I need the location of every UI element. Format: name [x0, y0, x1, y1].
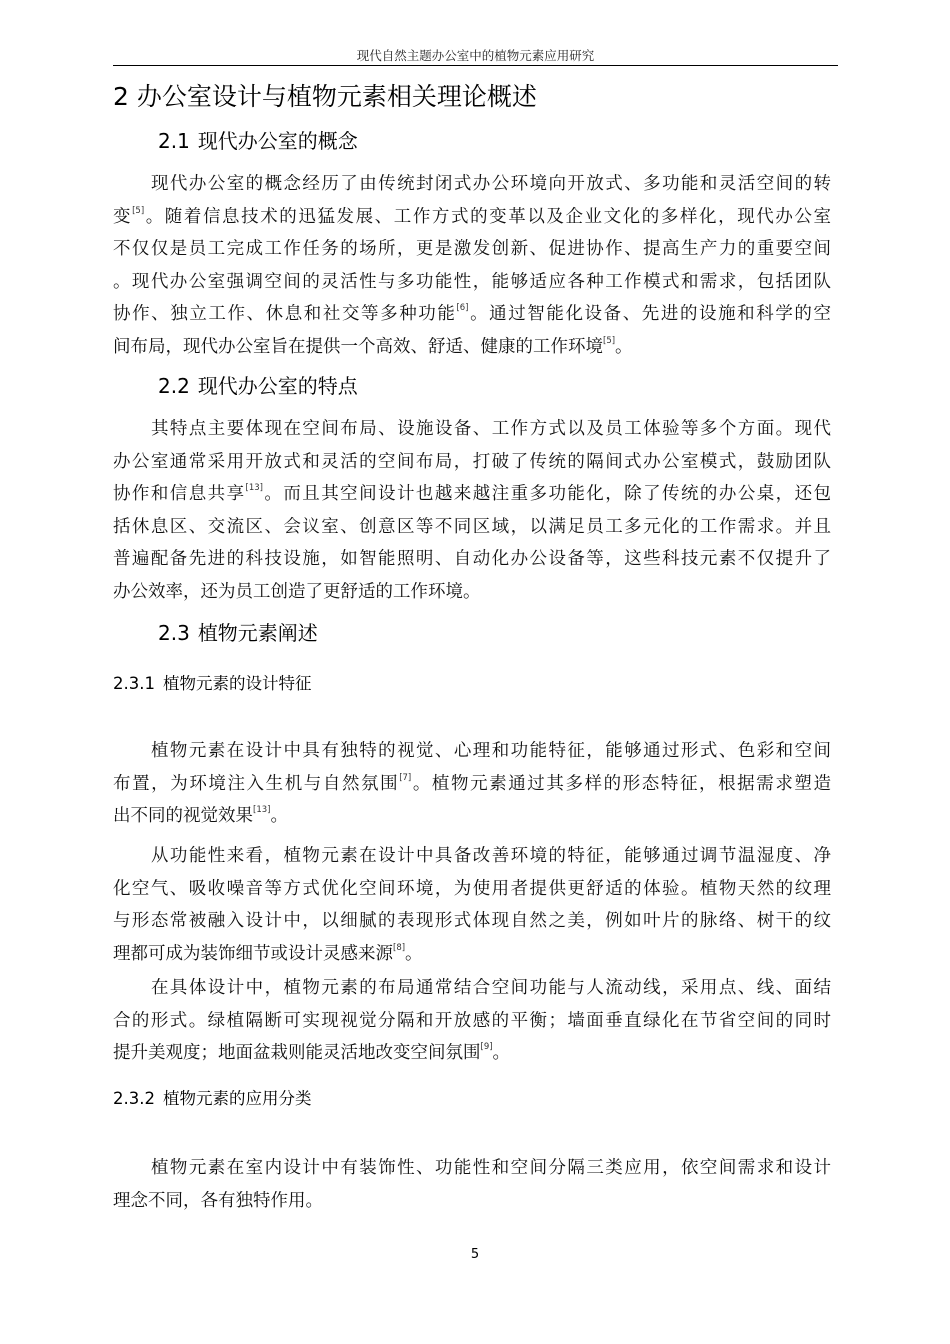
- text-line: 合的形式。绿植隔断可实现视觉分隔和开放感的平衡；墙面垂直绿化在节省空间的同时: [113, 1010, 831, 1031]
- subsection-number: 2.3.1: [113, 674, 155, 693]
- text-line: 协作、独立工作、休息和社交等多种功能[6]。通过智能化设备、先进的设施和科学的空: [113, 303, 831, 324]
- text-line: 办公效率，还为员工创造了更舒适的工作环境。: [113, 581, 481, 602]
- text-line: 理念不同，各有独特作用。: [113, 1190, 323, 1211]
- text-line: 。现代办公室强调空间的灵活性与多功能性，能够适应各种工作模式和需求，包括团队: [113, 271, 831, 292]
- text-line: 植物元素在室内设计中有装饰性、功能性和空间分隔三类应用，依空间需求和设计: [151, 1158, 831, 1178]
- paragraph-2-1: [113, 168, 831, 363]
- section-number: 2.2: [158, 374, 190, 398]
- text-line: 布置，为环境注入生机与自然氛围[7]。植物元素通过其多样的形态特征，根据需求塑造: [113, 772, 831, 794]
- citation: [8]: [393, 942, 406, 953]
- citation: [9]: [480, 1042, 493, 1052]
- subsection-title: 植物元素的应用分类: [162, 1089, 312, 1108]
- text-line: 化空气、吸收噪音等方式优化空间环境，为使用者提供更舒适的体验。植物天然的纹理: [113, 878, 831, 899]
- text-line: 出不同的视觉效果[13]。: [113, 805, 288, 826]
- paragraph-2-3-1-b: [113, 840, 831, 970]
- text-line: 括休息区、交流区、会议室、创意区等不同区域，以满足员工多元化的工作需求。并且: [113, 516, 831, 537]
- paragraph-2-3-2: [113, 1152, 831, 1217]
- subsection-heading-2-3-2: [113, 1088, 311, 1110]
- citation: [6]: [456, 303, 469, 313]
- text-line: 理都可成为装饰细节或设计灵感来源[8]。: [113, 942, 423, 964]
- subsection-heading-2-3-1: [113, 673, 311, 695]
- text-line: 从功能性来看，植物元素在设计中具备改善环境的特征，能够通过调节温湿度、净: [151, 846, 831, 866]
- text-line: 与形态常被融入设计中，以细腻的表现形式体现自然之美，例如叶片的脉络、树干的纹: [113, 911, 831, 931]
- section-heading-2-2: [158, 373, 358, 399]
- text-line: 其特点主要体现在空间布局、设施设备、工作方式以及员工体验等多个方面。现代: [151, 419, 831, 439]
- header-rule: [113, 65, 838, 66]
- text-line: 普遍配备先进的科技设施，如智能照明、自动化办公设备等，这些科技元素不仅提升了: [113, 549, 831, 569]
- text-line: 在具体设计中，植物元素的布局通常结合空间功能与人流动线，采用点、线、面结: [151, 978, 831, 998]
- chapter-heading: [113, 82, 537, 112]
- subsection-number: 2.3.2: [113, 1089, 155, 1108]
- citation: [5]: [603, 335, 616, 346]
- citation: [7]: [399, 772, 412, 783]
- running-header: 现代自然主题办公室中的植物元素应用研究: [356, 48, 595, 63]
- section-heading-2-1: [158, 128, 358, 154]
- citation: [5]: [132, 205, 145, 216]
- chapter-title: 办公室设计与植物元素相关理论概述: [136, 82, 537, 111]
- text-line: 协作和信息共享[13]。而且其空间设计也越来越注重多功能化，除了传统的办公桌，还包: [113, 483, 831, 504]
- section-title: 现代办公室的特点: [197, 374, 358, 398]
- subsection-title: 植物元素的设计特征: [162, 674, 312, 693]
- text-line: 办公室通常采用开放式和灵活的空间布局，打破了传统的隔间式办公室模式，鼓励团队: [113, 451, 831, 472]
- paragraph-2-3-1-a: [113, 735, 831, 833]
- page-number: 5: [470, 1247, 480, 1262]
- section-heading-2-3: [158, 620, 318, 646]
- text-line: 不仅仅是员工完成工作任务的场所，更是激发创新、促进协作、提高生产力的重要空间: [113, 239, 831, 259]
- section-number: 2.1: [158, 129, 190, 153]
- text-line: 变[5]。随着信息技术的迅猛发展、工作方式的变革以及企业文化的多样化，现代办公室: [113, 205, 831, 227]
- text-line: 间布局，现代办公室旨在提供一个高效、舒适、健康的工作环境[5]。: [113, 335, 633, 357]
- section-title: 植物元素阐述: [197, 621, 318, 645]
- text-line: 提升美观度；地面盆栽则能灵活地改变空间氛围[9]。: [113, 1042, 511, 1063]
- citation: [13]: [253, 805, 271, 815]
- text-line: 植物元素在设计中具有独特的视觉、心理和功能特征，能够通过形式、色彩和空间: [151, 741, 831, 761]
- text-line: 现代办公室的概念经历了由传统封闭式办公环境向开放式、多功能和灵活空间的转: [151, 174, 831, 194]
- chapter-number: 2: [113, 82, 129, 111]
- paragraph-2-2: [113, 413, 831, 608]
- section-title: 现代办公室的概念: [197, 129, 358, 153]
- paragraph-2-3-1-c: [113, 972, 831, 1070]
- section-number: 2.3: [158, 621, 190, 645]
- citation: [13]: [245, 483, 263, 493]
